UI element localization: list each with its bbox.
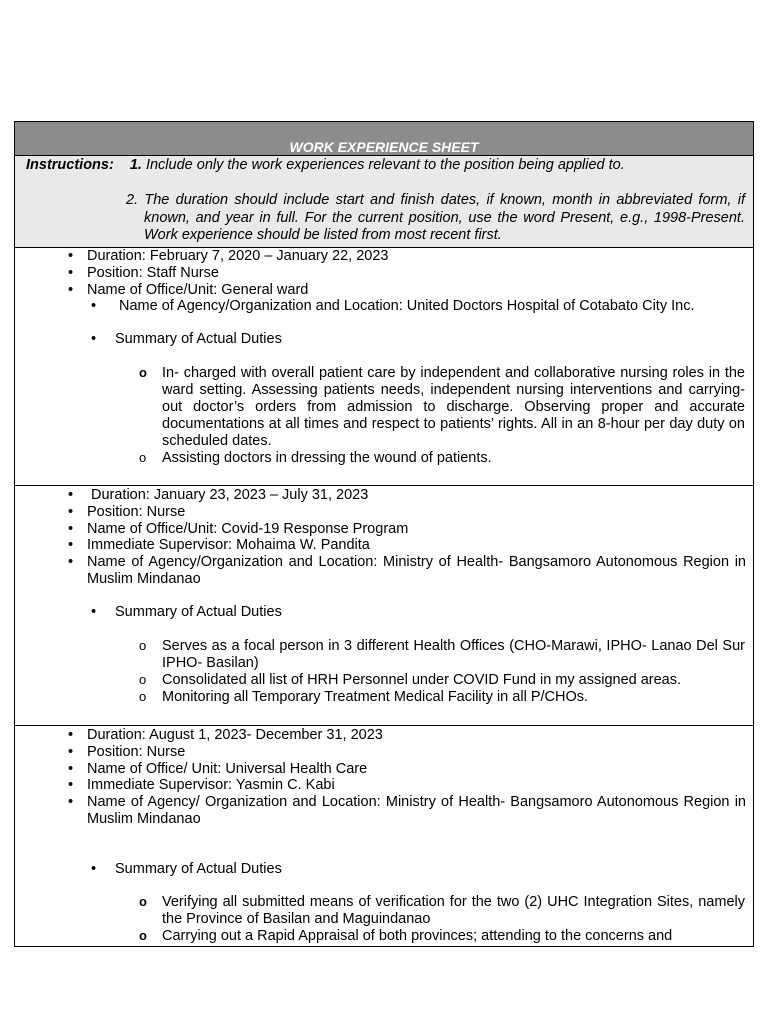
- entry-duration: • Duration: February 7, 2020 – January 22, 2023: [87, 248, 746, 265]
- entry-duration: • Duration: January 23, 2023 – July 31, 2023: [87, 487, 746, 504]
- instruction-line-2: [126, 192, 745, 245]
- instructions-box: [15, 156, 753, 248]
- work-experience-sheet: [14, 121, 754, 947]
- entry-position: • Position: Staff Nurse: [87, 265, 746, 282]
- instruction-1-text: Include only the work experiences relevant to the position being applied to.: [145, 157, 625, 173]
- duty-item: o Serves as a focal person in 3 different Health Offices (CHO-Marawi, IPHO- Lanao Del Sur IPHO- Basilan): [162, 638, 745, 672]
- entry-summary-label: • Summary of Actual Duties: [15, 604, 753, 621]
- entry-duration: • Duration: August 1, 2023- December 31, 2023: [87, 727, 746, 744]
- entry-position: • Position: Nurse: [87, 744, 746, 761]
- entry-office: • Name of Office/Unit: Covid-19 Response Program: [87, 521, 746, 538]
- entry-position: • Position: Nurse: [87, 504, 746, 521]
- sheet-title-bar: [15, 122, 753, 156]
- duty-item: o Assisting doctors in dressing the wound of patients.: [162, 450, 745, 467]
- instruction-1-number: 1.: [129, 157, 142, 173]
- entry-office: • Name of Office/ Unit: Universal Health Care: [87, 761, 746, 778]
- entry-summary-label: • Summary of Actual Duties: [15, 861, 753, 878]
- instruction-2-text: 2. The duration should include start and finish dates, if known, month in abbreviated form, if known, and year in full. For the current position, use the word Present, e.g., 1998-Present. Work experience should be listed from most recent first.: [126, 192, 745, 243]
- duty-item: o Consolidated all list of HRH Personnel under COVID Fund in my assigned areas.: [162, 672, 745, 689]
- entry-summary-label: • Summary of Actual Duties: [15, 331, 753, 348]
- duty-item: o Carrying out a Rapid Appraisal of both provinces; attending to the concerns and: [162, 928, 745, 945]
- experience-entry-2: [15, 486, 753, 726]
- duty-item: o In- charged with overall patient care by independent and collaborative nursing roles in the ward setting. Assessing patients needs, independent nursing interventions and carrying-out doctor’s orders from admission to discharge. Observing proper and accurate documentations at all times and respect to patients’ rights. All in an 8-hour per day duty on scheduled dates.: [162, 365, 745, 450]
- entry-agency: • Name of Agency/Organization and Location: United Doctors Hospital of Cotabato City Inc.: [15, 298, 753, 315]
- experience-entry-3: [15, 726, 753, 947]
- entry-supervisor: • Immediate Supervisor: Yasmin C. Kabi: [87, 777, 746, 794]
- entry-office: • Name of Office/Unit: General ward: [87, 282, 746, 299]
- instruction-line-1: [26, 157, 625, 173]
- entry-agency: • Name of Agency/ Organization and Location: Ministry of Health- Bangsamoro Autonomous Region in Muslim Mindanao: [87, 794, 746, 828]
- instructions-label: Instructions:: [26, 157, 114, 173]
- sheet-title: WORK EXPERIENCE SHEET: [289, 139, 479, 155]
- entry-agency: • Name of Agency/Organization and Location: Ministry of Health- Bangsamoro Autonomous Region in Muslim Mindanao: [87, 554, 746, 588]
- entry-supervisor: • Immediate Supervisor: Mohaima W. Pandita: [87, 537, 746, 554]
- duty-item: o Monitoring all Temporary Treatment Medical Facility in all P/CHOs.: [162, 689, 745, 706]
- experience-entry-1: [15, 248, 753, 486]
- duty-item: o Verifying all submitted means of verification for the two (2) UHC Integration Sites, namely the Province of Basilan and Maguindanao: [162, 894, 745, 928]
